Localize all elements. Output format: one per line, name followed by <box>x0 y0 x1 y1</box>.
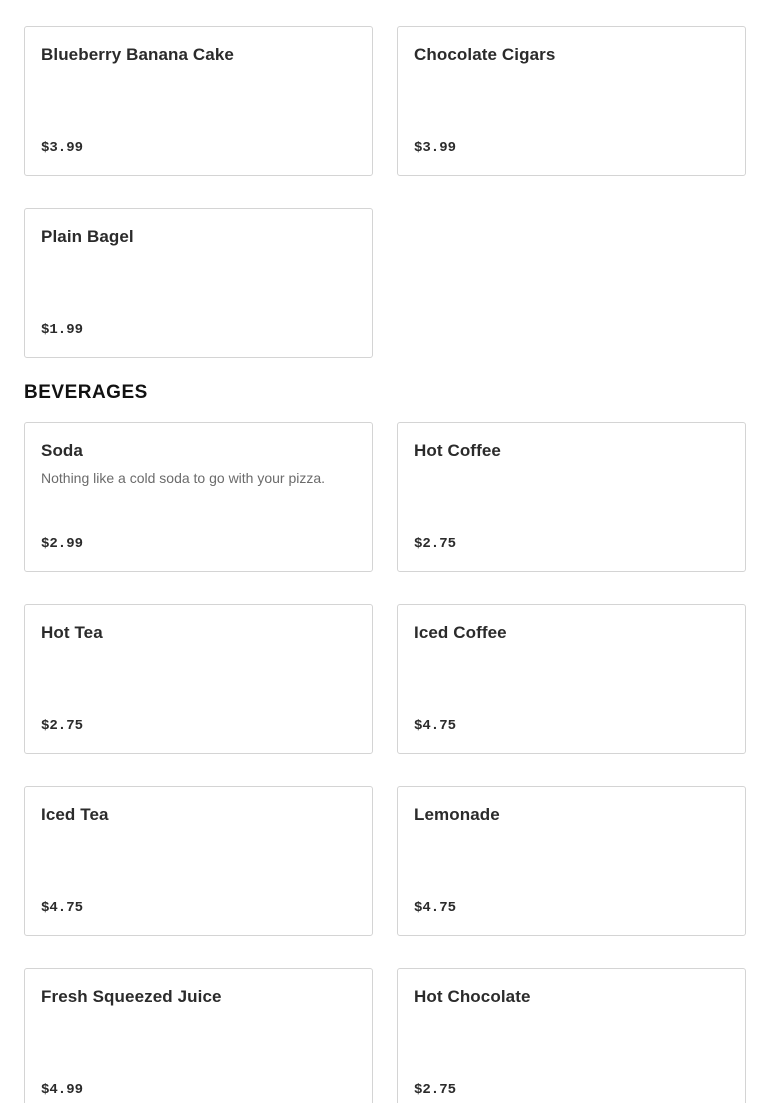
menu-item-price: $4.75 <box>414 718 457 734</box>
menu-item-card[interactable] <box>397 968 746 1103</box>
menu-item-name: Iced Tea <box>41 805 109 824</box>
menu-item-price: $3.99 <box>414 140 457 156</box>
menu-item-price: $4.75 <box>414 900 457 916</box>
menu-item-name: Hot Chocolate <box>414 987 531 1006</box>
menu-item-name: Fresh Squeezed Juice <box>41 987 222 1006</box>
section-title-beverages: BEVERAGES <box>24 382 148 403</box>
menu-item-name: Blueberry Banana Cake <box>41 45 234 64</box>
menu-item-name: Soda <box>41 441 83 460</box>
menu-item-name: Lemonade <box>414 805 500 824</box>
menu-item-card[interactable] <box>24 968 373 1103</box>
menu-item-card[interactable] <box>397 422 746 572</box>
menu-item-card[interactable] <box>24 604 373 754</box>
menu-item-name: Iced Coffee <box>414 623 507 642</box>
menu-item-card[interactable] <box>397 604 746 754</box>
menu-item-description: Nothing like a cold soda to go with your pizza. <box>41 470 326 486</box>
menu-item-name: Hot Coffee <box>414 441 501 460</box>
menu-item-name: Hot Tea <box>41 623 103 642</box>
menu-item-price: $1.99 <box>41 322 84 338</box>
menu-item-price: $2.75 <box>414 536 457 552</box>
menu-item-price: $4.75 <box>41 900 84 916</box>
menu-item-card[interactable] <box>397 26 746 176</box>
menu-item-card[interactable] <box>24 26 373 176</box>
menu-item-price: $2.75 <box>414 1082 457 1098</box>
menu-item-price: $3.99 <box>41 140 84 156</box>
menu-item-name: Chocolate Cigars <box>414 45 556 64</box>
menu-item-card[interactable] <box>24 208 373 358</box>
menu-item-card[interactable] <box>397 786 746 936</box>
menu-item-price: $4.99 <box>41 1082 84 1098</box>
menu-item-price: $2.99 <box>41 536 84 552</box>
menu-item-card[interactable] <box>24 786 373 936</box>
menu-item-price: $2.75 <box>41 718 84 734</box>
menu-item-card[interactable] <box>24 422 373 572</box>
menu-item-name: Plain Bagel <box>41 227 134 246</box>
